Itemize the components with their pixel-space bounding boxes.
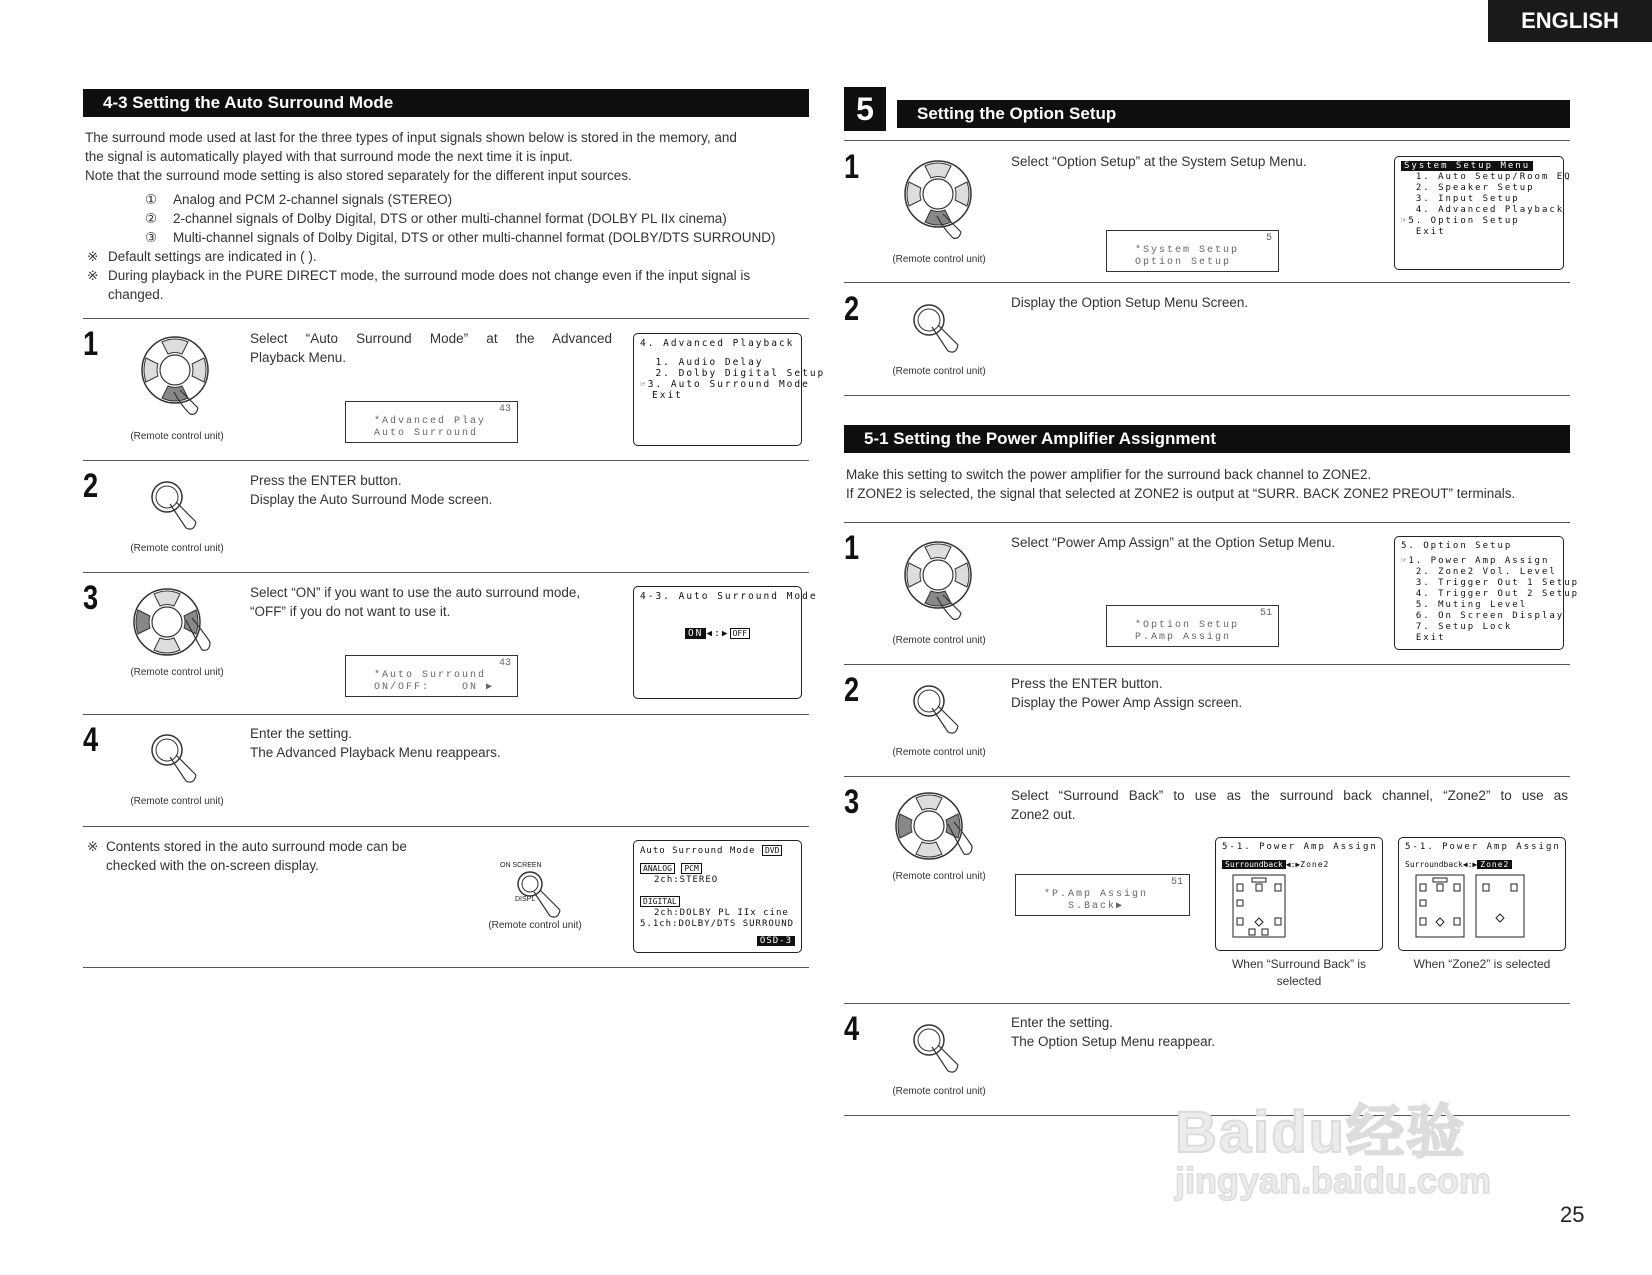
list-item: ③ Multi-channel signals of Dolby Digital, DTS or other multi-channel format (DOLBY/DTS SURROUND) [145, 230, 776, 245]
remote-enter-button-icon [150, 733, 210, 789]
step-number: 1 [844, 148, 860, 186]
intro-paragraph: Make this setting to switch the power amplifier for the surround back channel to ZONE2. If ZONE2 is selected, the signal that selected at ZONE2 is output at “SURR. BACK ZONE2 PREOUT” terminals. [846, 467, 1516, 501]
remote-dpad-icon [894, 792, 974, 868]
divider [844, 776, 1570, 777]
divider [83, 967, 809, 968]
step-instruction: Enter the setting. The Advanced Playback Menu reappears. [250, 726, 501, 760]
osd-auto-surround-display: Auto Surround Mode DVD ANALOG PCM 2ch:STEREO DIGITAL 2ch:DOLBY PL IIx cine 5.1ch:DOLBY/DTS SURROUND OSD-3 [633, 840, 802, 953]
remote-dpad-icon [903, 539, 973, 623]
notes [87, 247, 813, 304]
step-number: 2 [844, 290, 860, 328]
divider [844, 140, 1570, 141]
step-instruction: Enter the setting. The Option Setup Menu reappear. [1011, 1015, 1216, 1049]
step-number: 1 [83, 325, 99, 363]
remote-caption: (Remote control unit) [892, 254, 986, 265]
front-display-lcd: 43 *Advanced Play Auto Surround [345, 401, 518, 443]
step-number: 1 [844, 529, 860, 567]
divider [83, 460, 809, 461]
remote-caption: (Remote control unit) [892, 635, 986, 646]
step-number: 4 [844, 1010, 860, 1048]
remote-caption: (Remote control unit) [892, 366, 986, 377]
section-title-option-setup: Setting the Option Setup [897, 100, 1570, 128]
watermark-logo: Baidu经验 [1175, 1100, 1467, 1165]
language-tab: ENGLISH [1488, 0, 1652, 42]
speaker-layout-icon [1415, 874, 1465, 938]
front-display-lcd: 43 *Auto Surround ON/OFF: ON ▶ [345, 655, 518, 697]
speaker-layout-icon [1232, 874, 1286, 938]
divider [83, 826, 809, 827]
remote-caption: (Remote control unit) [130, 543, 224, 554]
intro-line: The surround mode used at last for the three types of input signals shown below is stored in the memory, and [85, 130, 737, 145]
osd-option-setup-menu: 5. Option Setup ☞1. Power Amp Assign 2. Zone2 Vol. Level 3. Trigger Out 1 Setup 4. Trigger Out 2 Setup 5. Muting Level 6. On Screen Display 7. Setup Lock Exit [1394, 536, 1564, 650]
divider [844, 522, 1570, 523]
step-number: 3 [844, 783, 860, 821]
on-screen-label: ON SCREEN [500, 862, 542, 869]
divider [844, 1003, 1570, 1004]
step-instruction: Select “Option Setup” at the System Setup Menu. [1011, 154, 1307, 169]
remote-caption: (Remote control unit) [892, 1086, 986, 1097]
step-instruction: Display the Option Setup Menu Screen. [1011, 295, 1249, 310]
display-label: DISPL [515, 896, 536, 903]
watermark-url: jingyan.baidu.com [1175, 1160, 1492, 1201]
osd-system-setup-menu: System Setup Menu 1. Auto Setup/Room EQ 2. Speaker Setup 3. Input Setup 4. Advanced Playback ☞5. Option Setup Exit [1394, 156, 1564, 270]
divider [844, 664, 1570, 665]
step-instruction: Press the ENTER button. Display the Power Amp Assign screen. [1011, 676, 1243, 710]
divider [844, 282, 1570, 283]
osd-auto-surround-mode: 4-3. Auto Surround Mode ON ◀:▶ OFF [633, 586, 802, 699]
remote-caption: (Remote control unit) [488, 920, 582, 931]
step-instruction: Select “Surround Back” to use as the surround back channel, “Zone2” to use as Zone2 out. [1011, 788, 1568, 822]
step-instruction: Select “ON” if you want to use the auto surround mode, “OFF” if you do not want to use it. [250, 585, 581, 619]
osd-power-amp-zone2: 5-1. Power Amp Assign Surroundback◀:▶ Zone2 [1398, 837, 1566, 951]
front-display-lcd: 5 *System Setup Option Setup [1106, 230, 1279, 272]
remote-dpad-icon [903, 158, 973, 242]
remote-dpad-icon [140, 334, 210, 418]
front-display-lcd: 51 *P.Amp Assign S.Back▶ [1015, 874, 1190, 916]
remote-enter-button-icon [912, 1023, 972, 1079]
front-display-lcd: 51 *Option Setup P.Amp Assign [1106, 605, 1279, 647]
remote-caption: (Remote control unit) [130, 431, 224, 442]
step-instruction: Select “Auto Surround Mode” at the Advanced Playback Menu. [250, 331, 612, 365]
osd-power-amp-surround-back: 5-1. Power Amp Assign Surroundback ◀:▶Zone2 [1215, 837, 1383, 951]
remote-caption: (Remote control unit) [130, 796, 224, 807]
remote-caption: (Remote control unit) [130, 667, 224, 678]
step-number: 2 [844, 671, 860, 709]
step-number: 4 [83, 721, 99, 759]
divider [83, 572, 809, 573]
off-option: OFF [730, 628, 750, 639]
note-mark: ※ [87, 249, 99, 264]
chapter-number: 5 [844, 87, 886, 131]
arrows-icon: ◀:▶ [706, 628, 730, 639]
remote-enter-button-icon [912, 684, 972, 740]
intro-line: the signal is automatically played with that surround mode the next time it is input. [85, 149, 573, 164]
step-instruction: Select “Power Amp Assign” at the Option Setup Menu. [1011, 535, 1336, 550]
intro-line: Note that the surround mode setting is also stored separately for the different input sources. [85, 168, 632, 183]
step-number: 3 [83, 579, 99, 617]
divider [83, 714, 809, 715]
list-item: ① Analog and PCM 2-channel signals (STEREO) [145, 192, 453, 207]
footnote: ※ Contents stored in the auto surround mode can be checked with the on-screen display. [87, 839, 407, 873]
osd-advanced-playback: 4. Advanced Playback 1. Audio Delay 2. Dolby Digital Setup ☞3. Auto Surround Mode Exit [633, 333, 802, 446]
note-text: Default settings are indicated in ( ). [108, 249, 317, 264]
remote-caption: (Remote control unit) [892, 747, 986, 758]
remote-dpad-icon [132, 588, 212, 664]
osd-caption: When “Zone2” is selected [1413, 957, 1551, 971]
section-title-power-amp-assign: 5-1 Setting the Power Amplifier Assignment [844, 425, 1570, 453]
step-instruction: Press the ENTER button. Display the Auto Surround Mode screen. [250, 473, 493, 507]
page-number: 25 [1560, 1202, 1585, 1227]
osd-caption: When “Surround Back” is selected [1231, 957, 1367, 988]
remote-caption: (Remote control unit) [892, 871, 986, 882]
note-text: During playback in the PURE DIRECT mode, the surround mode does not change even if the input signal is [108, 268, 751, 283]
signal-list [145, 190, 775, 247]
remote-enter-button-icon [912, 303, 972, 359]
note-mark: ※ [87, 268, 99, 283]
section-title-auto-surround: 4-3 Setting the Auto Surround Mode [83, 89, 809, 117]
divider [844, 395, 1570, 396]
remote-enter-button-icon [150, 480, 210, 536]
intro-paragraph [85, 128, 811, 185]
divider [83, 318, 809, 319]
zone2-layout-icon [1475, 874, 1525, 938]
list-item: ② 2-channel signals of Dolby Digital, DTS or other multi-channel format (DOLBY PL IIx cinema) [145, 211, 727, 226]
step-number: 2 [83, 467, 99, 505]
note-text: changed. [108, 287, 164, 302]
on-option: ON [685, 628, 706, 639]
